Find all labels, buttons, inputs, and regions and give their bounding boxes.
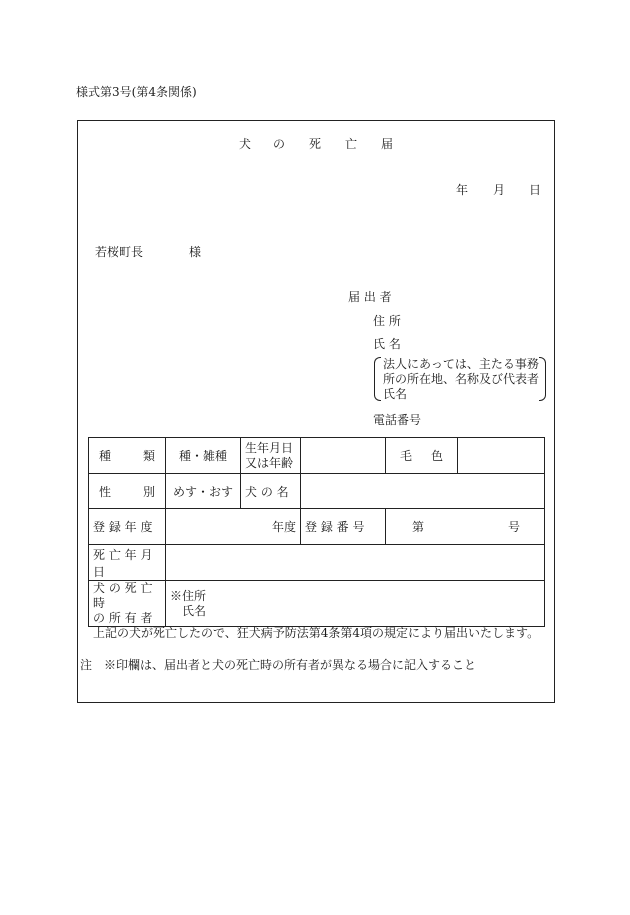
owner-label-line1: 犬 の 死 亡 時: [93, 581, 153, 610]
reg-year-label: 登 録 年 度: [89, 509, 166, 545]
death-date-label: 死 亡 年 月 日: [89, 545, 166, 581]
coat-value-cell[interactable]: [458, 438, 545, 474]
addressee-name: 若桜町長: [95, 245, 144, 259]
birth-label-line1: 生年月日: [245, 440, 294, 455]
owner-name-label: 氏名: [182, 603, 207, 618]
table-row: [89, 438, 545, 474]
breed-label: 種・雑種: [166, 438, 241, 474]
birth-value-cell[interactable]: [301, 438, 386, 474]
reg-year-value-cell[interactable]: [166, 509, 301, 545]
table-row: [89, 509, 545, 545]
type-label-cell: 種 類: [89, 438, 166, 474]
number-prefix: 第: [412, 520, 425, 534]
table-row: [89, 545, 545, 581]
death-date-value-cell[interactable]: [166, 545, 545, 581]
title-char: 犬: [239, 137, 252, 151]
corporate-note-text: 法人にあっては、主たる事務所の所在地、名称及び代表者氏名: [383, 357, 540, 401]
reg-number-value-cell[interactable]: [386, 509, 545, 545]
dog-name-value-cell[interactable]: [301, 474, 545, 509]
bracket-right: [539, 357, 546, 401]
date-month: 月: [493, 183, 506, 197]
filer-address-label: 住 所: [373, 314, 401, 328]
footnote: 注 ※印欄は、届出者と犬の死亡時の所有者が異なる場合に記入すること: [80, 658, 477, 672]
title-char: の: [273, 137, 286, 151]
owner-address-label: ※住所: [170, 588, 207, 603]
filer-name-label: 氏 名: [373, 337, 401, 351]
number-suffix: 号: [507, 520, 520, 534]
coat-label-cell: 毛 色: [386, 438, 458, 474]
declaration-text: 上記の犬が死亡したので、狂犬病予防法第4条第4項の規定により届出いたします。: [93, 626, 540, 640]
title-char: 死: [309, 137, 322, 151]
title-char: 届: [381, 137, 394, 151]
dog-name-label: 犬 の 名: [241, 474, 301, 509]
date-year: 年: [456, 183, 469, 197]
date-day: 日: [529, 183, 542, 197]
year-suffix: 年度: [271, 520, 296, 534]
addressee-honorific: 様: [189, 245, 202, 259]
registration-table: [88, 437, 545, 627]
form-number: 様式第3号(第4条関係): [76, 85, 197, 99]
table-row: [89, 474, 545, 509]
date-line: [456, 181, 541, 198]
filer-phone-label: 電話番号: [373, 413, 422, 427]
form-title: [239, 135, 393, 152]
owner-label-line2: の 所 有 者: [93, 611, 153, 625]
reg-number-label: 登 録 番 号: [301, 509, 386, 545]
sex-options[interactable]: めす・おす: [166, 474, 241, 509]
corporate-note: [374, 357, 546, 401]
birth-label: [241, 438, 301, 474]
owner-value-cell[interactable]: [166, 581, 545, 627]
title-char: 亡: [345, 137, 358, 151]
addressee: [95, 243, 201, 260]
filer-label: 届 出 者: [348, 290, 392, 304]
bracket-left: [374, 357, 381, 401]
owner-label: [89, 581, 166, 627]
birth-label-line2: 又は年齢: [245, 455, 294, 470]
sex-label-cell: 性 別: [89, 474, 166, 509]
table-row: [89, 581, 545, 627]
